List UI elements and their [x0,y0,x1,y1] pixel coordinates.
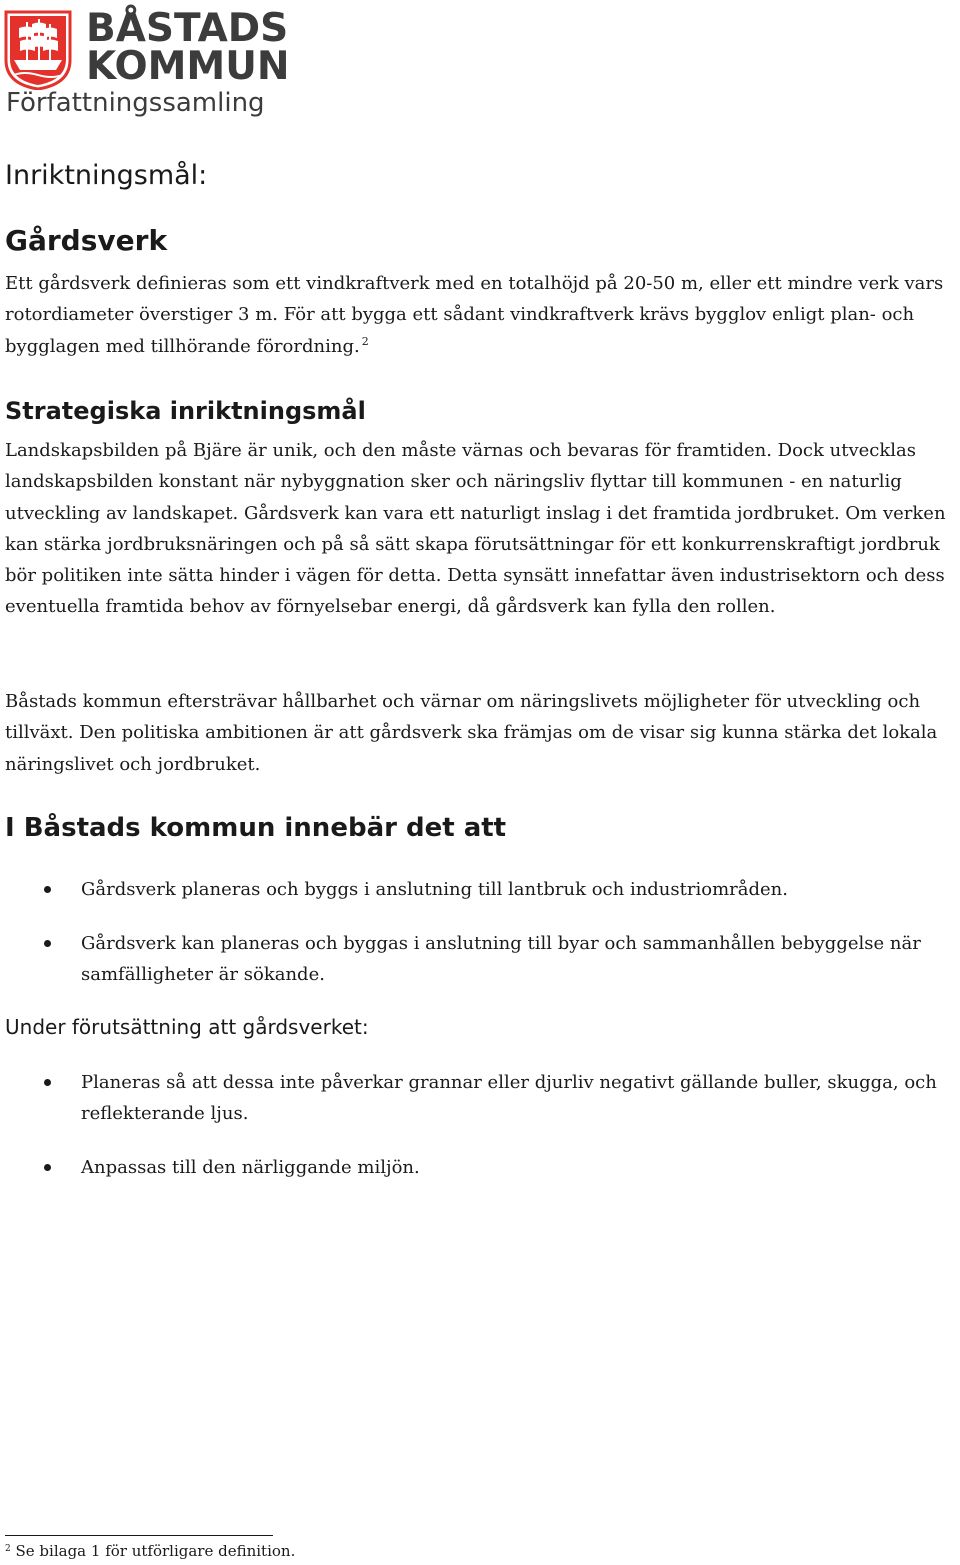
bullet-icon [44,940,51,947]
header [4,6,290,122]
footnote-number: 2 [5,1544,11,1554]
page-title: Gårdsverk [5,224,168,257]
implication-heading: I Båstads kommun innebär det att [5,813,507,843]
condition-heading: Under förutsättning att gårdsverket: [5,1015,369,1039]
strategic-heading: Strategiska inriktningsmål [5,397,366,425]
implication-list-cont [0,928,950,991]
list-item [0,928,950,991]
list-item-text: Planeras så att dessa inte påverkar grannar eller djurliv negativt gällande buller, skugga, och reflekterande ljus. [81,1072,937,1125]
ship-shield-logo-icon [4,10,72,90]
brand-name-line2: KOMMUN [86,44,290,89]
footnote-reference[interactable]: 2 [361,334,369,348]
list-item [0,1152,950,1183]
section-label: Inriktningsmål: [5,160,208,191]
definition-text: Ett gårdsverk definieras som ett vindkraftverk med en totalhöjd på 20-50 m, eller ett mindre verk vars rotordiameter överstiger 3 m. För att bygga ett sådant vindkraftverk krävs bygglov enligt plan- och bygglagen med tillhörande förordning. [5,273,944,357]
strategic-paragraph-2: Båstads kommun eftersträvar hållbarhet och värnar om näringslivets möjligheter för utveckling och tillväxt. Den politiska ambitionen är att gårdsverk ska främjas om de visar sig kunna stärka det lokala näringslivet och jordbruket. [5,691,938,775]
bullet-icon [44,1164,51,1171]
implication-list [0,874,950,905]
footnote-divider [5,1535,273,1536]
brand-subtitle: Författningssamling [6,88,265,118]
footnote [5,1542,295,1560]
brand-name-line1: BÅSTADS [86,6,289,51]
strategic-paragraph-1: Landskapsbilden på Bjäre är unik, och den måste värnas och bevaras för framtiden. Dock utvecklas landskapsbilden konstant när nybyggnation sker och näringsliv flyttar till kommunen - en naturlig utveckling av landskapet. Gårdsverk kan vara ett naturligt inslag i det framtida jordbruket. Om verken kan stärka jordbruksnäringen och på så sätt skapa förutsättningar för ett konkurrenskraftigt jordbruk bör politiken inte sätta hinder i vägen för detta. Detta synsätt innefattar även industrisektorn och dess eventuella framtida behov av förnyelsebar energi, då gårdsverk kan fylla den rollen. [5,440,946,618]
list-item-text: Gårdsverk kan planeras och byggas i anslutning till byar och sammanhållen bebyggelse när samfälligheter är sökande. [81,933,921,986]
list-item-text: Gårdsverk planeras och byggs i anslutning till lantbruk och industriområden. [81,879,788,900]
condition-list [0,1067,950,1130]
bullet-icon [44,1079,51,1086]
footnote-text: Se bilaga 1 för utförligare definition. [15,1542,296,1560]
bullet-icon [44,886,51,893]
list-item [0,874,950,905]
definition-paragraph [5,268,955,362]
list-item-text: Anpassas till den närliggande miljön. [81,1157,420,1178]
condition-list-cont [0,1152,950,1183]
list-item [0,1067,950,1130]
